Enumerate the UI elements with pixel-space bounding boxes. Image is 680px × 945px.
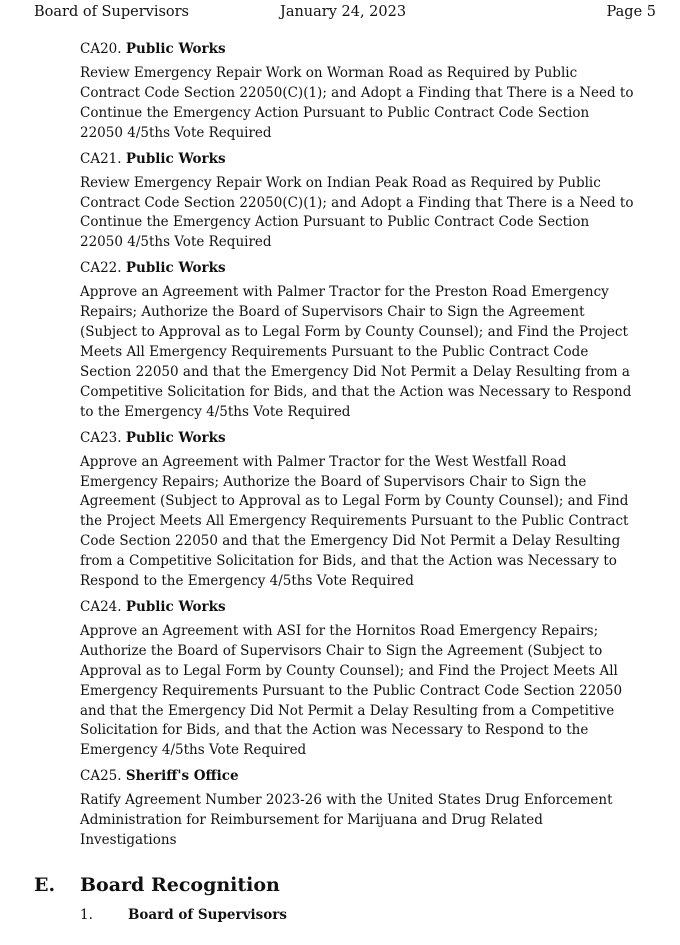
description-line: from a Competitive Solicitation for Bids, and that the Action was Necessary to [80,553,617,570]
agenda-item-department: Public Works [125,150,226,167]
description-line: Section 22050 and that the Emergency Did Not Permit a Delay Resulting from a [80,363,630,380]
agenda-item-code: CA24. [80,598,122,615]
agenda-item-code: CA20. [80,41,122,57]
agenda-item-description [80,622,660,761]
agenda-item-heading [80,598,660,617]
description-line: Contract Code Section 22050(C)(1); and Adopt a Finding that There is a Need to [80,194,634,211]
description-line: Approve an Agreement with ASI for the Hornitos Road Emergency Repairs; [80,622,599,639]
description-line: Respond to the Emergency 4/5ths Vote Required [80,573,414,590]
description-line: Contract Code Section 22050(C)(1); and Adopt a Finding that There is a Need to [80,84,634,101]
agenda-item-heading [80,767,660,786]
header-board-name: Board of Supervisors [34,4,189,20]
subitem-number: 1. [80,907,93,923]
agenda-item-code: CA25. [80,768,122,785]
header-page-number: Page 5 [606,4,656,20]
description-line: Authorize the Board of Supervisors Chair to Sign the Agreement (Subject to [80,642,603,659]
agenda-item-department: Sheriff's Office [125,768,239,785]
description-line: Meets All Emergency Requirements Pursuant to the Public Contract Code [80,343,589,360]
agenda-item-code: CA22. [80,260,122,277]
description-line: Administration for Reimbursement for Marijuana and Drug Related [80,812,543,829]
agenda-item [80,150,660,254]
agenda-item-department: Public Works [125,429,226,446]
description-line: Competitive Solicitation for Bids, and that the Action was Necessary to Respond [80,383,632,400]
description-line: Approve an Agreement with Palmer Tractor for the Preston Road Emergency [80,284,609,301]
agenda-item-department: Public Works [125,260,226,277]
section-heading [34,874,654,904]
description-line: Code Section 22050 and that the Emergency Did Not Permit a Delay Resulting [80,533,621,550]
description-line: Review Emergency Repair Work on Indian Peak Road as Required by Public [80,174,601,191]
description-line: Ratify Agreement Number 2023-26 with the United States Drug Enforcement [80,792,613,809]
agenda-item [80,429,660,592]
description-line: Emergency Repairs; Authorize the Board of Supervisors Chair to Sign the [80,473,587,490]
consent-agenda-items [80,40,660,857]
description-line: Repairs; Authorize the Board of Supervisors Chair to Sign the Agreement [80,304,585,321]
agenda-item [80,598,660,761]
agenda-item [80,767,660,851]
description-line: Agreement (Subject to Approval as to Legal Form by County Counsel); and Find [80,493,629,510]
description-line: to the Emergency 4/5ths Vote Required [80,403,351,420]
agenda-item-department: Public Works [125,598,226,615]
description-line: (Subject to Approval as to Legal Form by County Counsel); and Find the Project [80,324,628,341]
agenda-item [80,40,660,144]
subitem-label: Board of Supervisors [128,907,287,923]
description-line: Approval as to Legal Form by County Counsel); and Find the Project Meets All [80,662,618,679]
agenda-item [80,259,660,422]
agenda-item-description [80,64,660,144]
section-title: Board Recognition [80,874,280,896]
page-header [34,4,656,24]
description-line: Investigations [80,832,177,849]
agenda-item-description [80,453,660,592]
agenda-item-code: CA23. [80,429,122,446]
agenda-item-heading [80,259,660,278]
agenda-item-description [80,283,660,422]
agenda-item-heading [80,40,660,59]
agenda-item-heading [80,150,660,169]
description-line: Emergency 4/5ths Vote Required [80,742,307,759]
description-line: Continue the Emergency Action Pursuant to Public Contract Code Section [80,104,590,121]
description-line: Continue the Emergency Action Pursuant to Public Contract Code Section [80,214,590,231]
description-line: and that the Emergency Did Not Permit a Delay Resulting from a Competitive [80,702,615,719]
agenda-item-department: Public Works [125,41,226,57]
agenda-item-code: CA21. [80,150,122,167]
header-date: January 24, 2023 [280,4,407,20]
description-line: Solicitation for Bids, and that the Action was Necessary to Respond to the [80,722,589,739]
section-letter: E. [34,874,56,896]
description-line: the Project Meets All Emergency Requirements Pursuant to the Public Contract [80,513,629,530]
agenda-item-description [80,174,660,254]
description-line: 22050 4/5ths Vote Required [80,234,272,251]
agenda-item-heading [80,429,660,448]
description-line: 22050 4/5ths Vote Required [80,124,272,141]
description-line: Approve an Agreement with Palmer Tractor for the West Westfall Road [80,453,567,470]
description-line: Review Emergency Repair Work on Worman Road as Required by Public [80,65,578,81]
description-line: Emergency Requirements Pursuant to the Public Contract Code Section 22050 [80,682,623,699]
agenda-item-description [80,791,660,851]
